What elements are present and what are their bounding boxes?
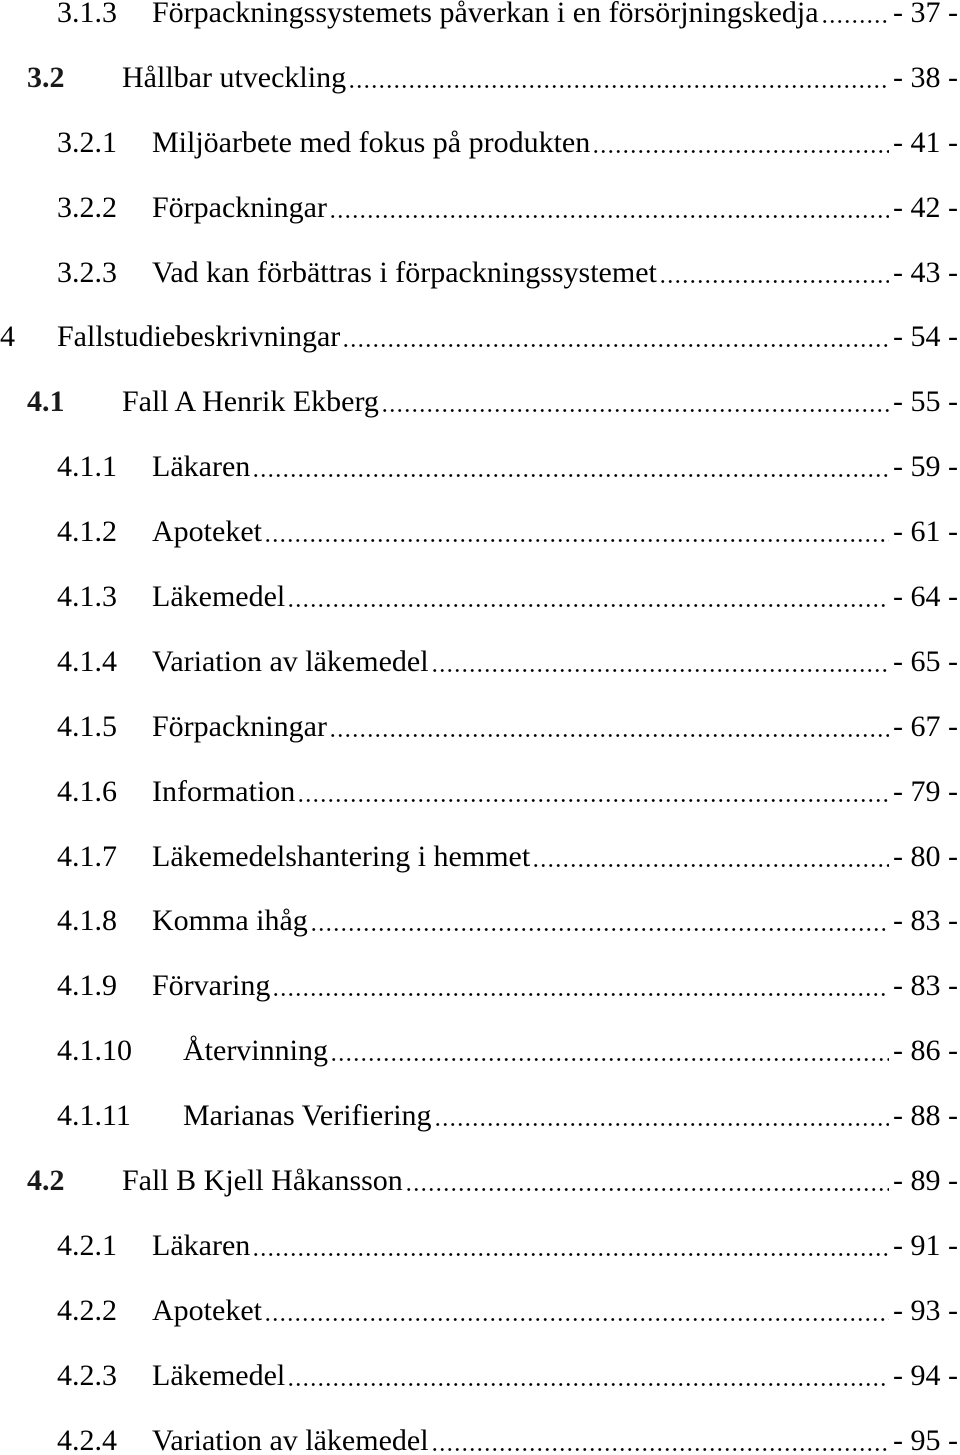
toc-entry-line <box>152 904 958 938</box>
dot-leader <box>431 650 889 674</box>
toc-entry-title: Vad kan förbättras i förpackningssystemet <box>152 255 657 289</box>
toc-entry-number: 4.1.5 <box>57 709 117 743</box>
dot-leader <box>310 909 889 933</box>
toc-entry <box>0 190 960 224</box>
toc-entry-number: 4.2.4 <box>57 1423 117 1455</box>
toc-entry <box>0 1164 960 1198</box>
toc-entry-page: - 89 - <box>893 1164 958 1198</box>
toc-entry <box>0 385 960 419</box>
dot-leader <box>252 455 889 479</box>
dot-leader <box>821 1 889 25</box>
toc-entry-number: 4.2.3 <box>57 1358 117 1392</box>
toc-entry-line <box>122 60 958 94</box>
toc-entry <box>0 969 960 1003</box>
toc-entry-page: - 37 - <box>893 0 958 29</box>
toc-entry-page: - 64 - <box>893 580 958 614</box>
toc-entry-page: - 83 - <box>893 969 958 1003</box>
dot-leader <box>342 325 889 349</box>
toc-entry-page: - 42 - <box>893 190 958 224</box>
toc-entry-line <box>57 320 958 354</box>
toc-entry-line <box>152 580 958 614</box>
toc-entry <box>0 255 960 289</box>
toc-entry <box>0 839 960 873</box>
toc-entry-line <box>152 1358 958 1392</box>
toc-entry-line <box>183 1099 958 1133</box>
toc-entry <box>0 0 960 29</box>
toc-entry-title: Läkemedel <box>152 1358 286 1392</box>
toc-entry-line <box>152 255 958 289</box>
dot-leader <box>348 66 889 90</box>
toc-entry-title: Förpackningar <box>152 190 327 224</box>
toc-entry-number: 4 <box>0 320 15 354</box>
dot-leader <box>287 585 889 609</box>
toc-entry-number: 3.1.3 <box>57 0 117 29</box>
toc-entry <box>0 1099 960 1133</box>
toc-entry <box>0 904 960 938</box>
toc-entry-number: 3.2.3 <box>57 255 117 289</box>
toc-entry-page: - 55 - <box>893 385 958 419</box>
toc-entry-title: Läkaren <box>152 1228 251 1262</box>
toc-entry-number: 4.2.1 <box>57 1228 117 1262</box>
toc-entry <box>0 580 960 614</box>
toc-entry <box>0 1293 960 1327</box>
toc-entry-title: Läkaren <box>152 450 251 484</box>
toc-entry-line <box>122 1164 958 1198</box>
toc-entry-page: - 54 - <box>893 320 958 354</box>
toc-entry-title: Läkemedel <box>152 580 286 614</box>
toc-entry <box>0 125 960 159</box>
toc-entry-number: 4.2 <box>27 1164 65 1198</box>
toc-entry-line <box>152 839 958 873</box>
toc-entry-title: Hållbar utveckling <box>122 60 347 94</box>
table-of-contents <box>0 1 960 1453</box>
toc-entry-number: 4.1.8 <box>57 904 117 938</box>
toc-entry <box>0 1358 960 1392</box>
toc-entry <box>0 60 960 94</box>
toc-entry-number: 3.2.1 <box>57 125 117 159</box>
dot-leader <box>272 974 889 998</box>
dot-leader <box>381 390 889 414</box>
dot-leader <box>287 1364 889 1388</box>
toc-entry-line <box>152 190 958 224</box>
toc-entry-line <box>152 450 958 484</box>
toc-entry-page: - 79 - <box>893 774 958 808</box>
dot-leader <box>329 715 889 739</box>
toc-entry-title: Information <box>152 774 296 808</box>
toc-entry-line <box>152 1293 958 1327</box>
toc-entry-line <box>152 709 958 743</box>
toc-entry-title: Fallstudiebeskrivningar <box>57 320 341 354</box>
toc-entry-page: - 61 - <box>893 515 958 549</box>
toc-entry-page: - 80 - <box>893 839 958 873</box>
toc-entry <box>0 450 960 484</box>
toc-entry-page: - 83 - <box>893 904 958 938</box>
toc-entry-page: - 41 - <box>893 125 958 159</box>
toc-entry <box>0 774 960 808</box>
toc-entry-line <box>152 125 958 159</box>
toc-entry-line <box>152 774 958 808</box>
dot-leader <box>405 1169 889 1193</box>
toc-entry <box>0 1423 960 1455</box>
dot-leader <box>329 196 889 220</box>
dot-leader <box>252 1234 889 1258</box>
toc-entry-title: Komma ihåg <box>152 904 308 938</box>
dot-leader <box>431 1429 889 1453</box>
toc-entry-number: 4.1.3 <box>57 580 117 614</box>
toc-entry-title: Miljöarbete med fokus på produkten <box>152 125 591 159</box>
dot-leader <box>434 1104 889 1128</box>
toc-entry-number: 4.1.9 <box>57 969 117 1003</box>
dot-leader <box>330 1039 889 1063</box>
toc-entry-number: 4.2.2 <box>57 1293 117 1327</box>
toc-entry-page: - 67 - <box>893 709 958 743</box>
toc-entry-page: - 86 - <box>893 1034 958 1068</box>
toc-entry-number: 4.1.11 <box>57 1099 131 1133</box>
toc-entry-title: Fall A Henrik Ekberg <box>122 385 379 419</box>
dot-leader <box>532 845 889 869</box>
toc-entry <box>0 1034 960 1068</box>
toc-entry <box>0 515 960 549</box>
toc-entry-page: - 59 - <box>893 450 958 484</box>
dot-leader <box>297 780 889 804</box>
toc-entry <box>0 1228 960 1262</box>
toc-entry-page: - 93 - <box>893 1293 958 1327</box>
toc-entry <box>0 709 960 743</box>
toc-entry-number: 4.1.6 <box>57 774 117 808</box>
toc-entry-line <box>152 969 958 1003</box>
dot-leader <box>264 1299 889 1323</box>
toc-entry <box>0 320 960 354</box>
toc-entry-line <box>152 1423 958 1455</box>
toc-entry-title: Fall B Kjell Håkansson <box>122 1164 403 1198</box>
toc-entry-title: Apoteket <box>152 1293 262 1327</box>
toc-entry-number: 4.1.4 <box>57 644 117 678</box>
toc-entry-title: Förvaring <box>152 969 271 1003</box>
toc-entry-title: Variation av läkemedel <box>152 644 429 678</box>
toc-entry-title: Marianas Verifiering <box>183 1099 432 1133</box>
toc-entry-page: - 88 - <box>893 1099 958 1133</box>
toc-entry-number: 4.1 <box>27 385 65 419</box>
toc-entry-page: - 38 - <box>893 60 958 94</box>
toc-entry-line <box>152 644 958 678</box>
toc-entry-line <box>152 1228 958 1262</box>
toc-entry-line <box>183 1034 958 1068</box>
toc-entry-page: - 91 - <box>893 1228 958 1262</box>
toc-entry-title: Återvinning <box>183 1034 328 1068</box>
toc-entry-title: Variation av läkemedel <box>152 1423 429 1455</box>
toc-entry-number: 4.1.7 <box>57 839 117 873</box>
toc-entry-line <box>152 515 958 549</box>
dot-leader <box>264 520 889 544</box>
toc-entry-number: 3.2.2 <box>57 190 117 224</box>
toc-entry-line <box>152 0 958 29</box>
toc-entry-number: 4.1.2 <box>57 515 117 549</box>
toc-entry-page: - 43 - <box>893 255 958 289</box>
toc-entry-page: - 95 - <box>893 1423 958 1455</box>
toc-entry-title: Förpackningar <box>152 709 327 743</box>
toc-entry-page: - 65 - <box>893 644 958 678</box>
toc-entry-title: Förpackningssystemets påverkan i en försörjningskedja <box>152 0 819 29</box>
toc-entry-number: 4.1.10 <box>57 1034 132 1068</box>
toc-entry-number: 3.2 <box>27 60 65 94</box>
toc-entry-page: - 94 - <box>893 1358 958 1392</box>
toc-entry-title: Apoteket <box>152 515 262 549</box>
toc-entry-title: Läkemedelshantering i hemmet <box>152 839 531 873</box>
toc-entry <box>0 644 960 678</box>
toc-entry-line <box>122 385 958 419</box>
dot-leader <box>592 131 889 155</box>
toc-entry-number: 4.1.1 <box>57 450 117 484</box>
dot-leader <box>659 261 889 285</box>
